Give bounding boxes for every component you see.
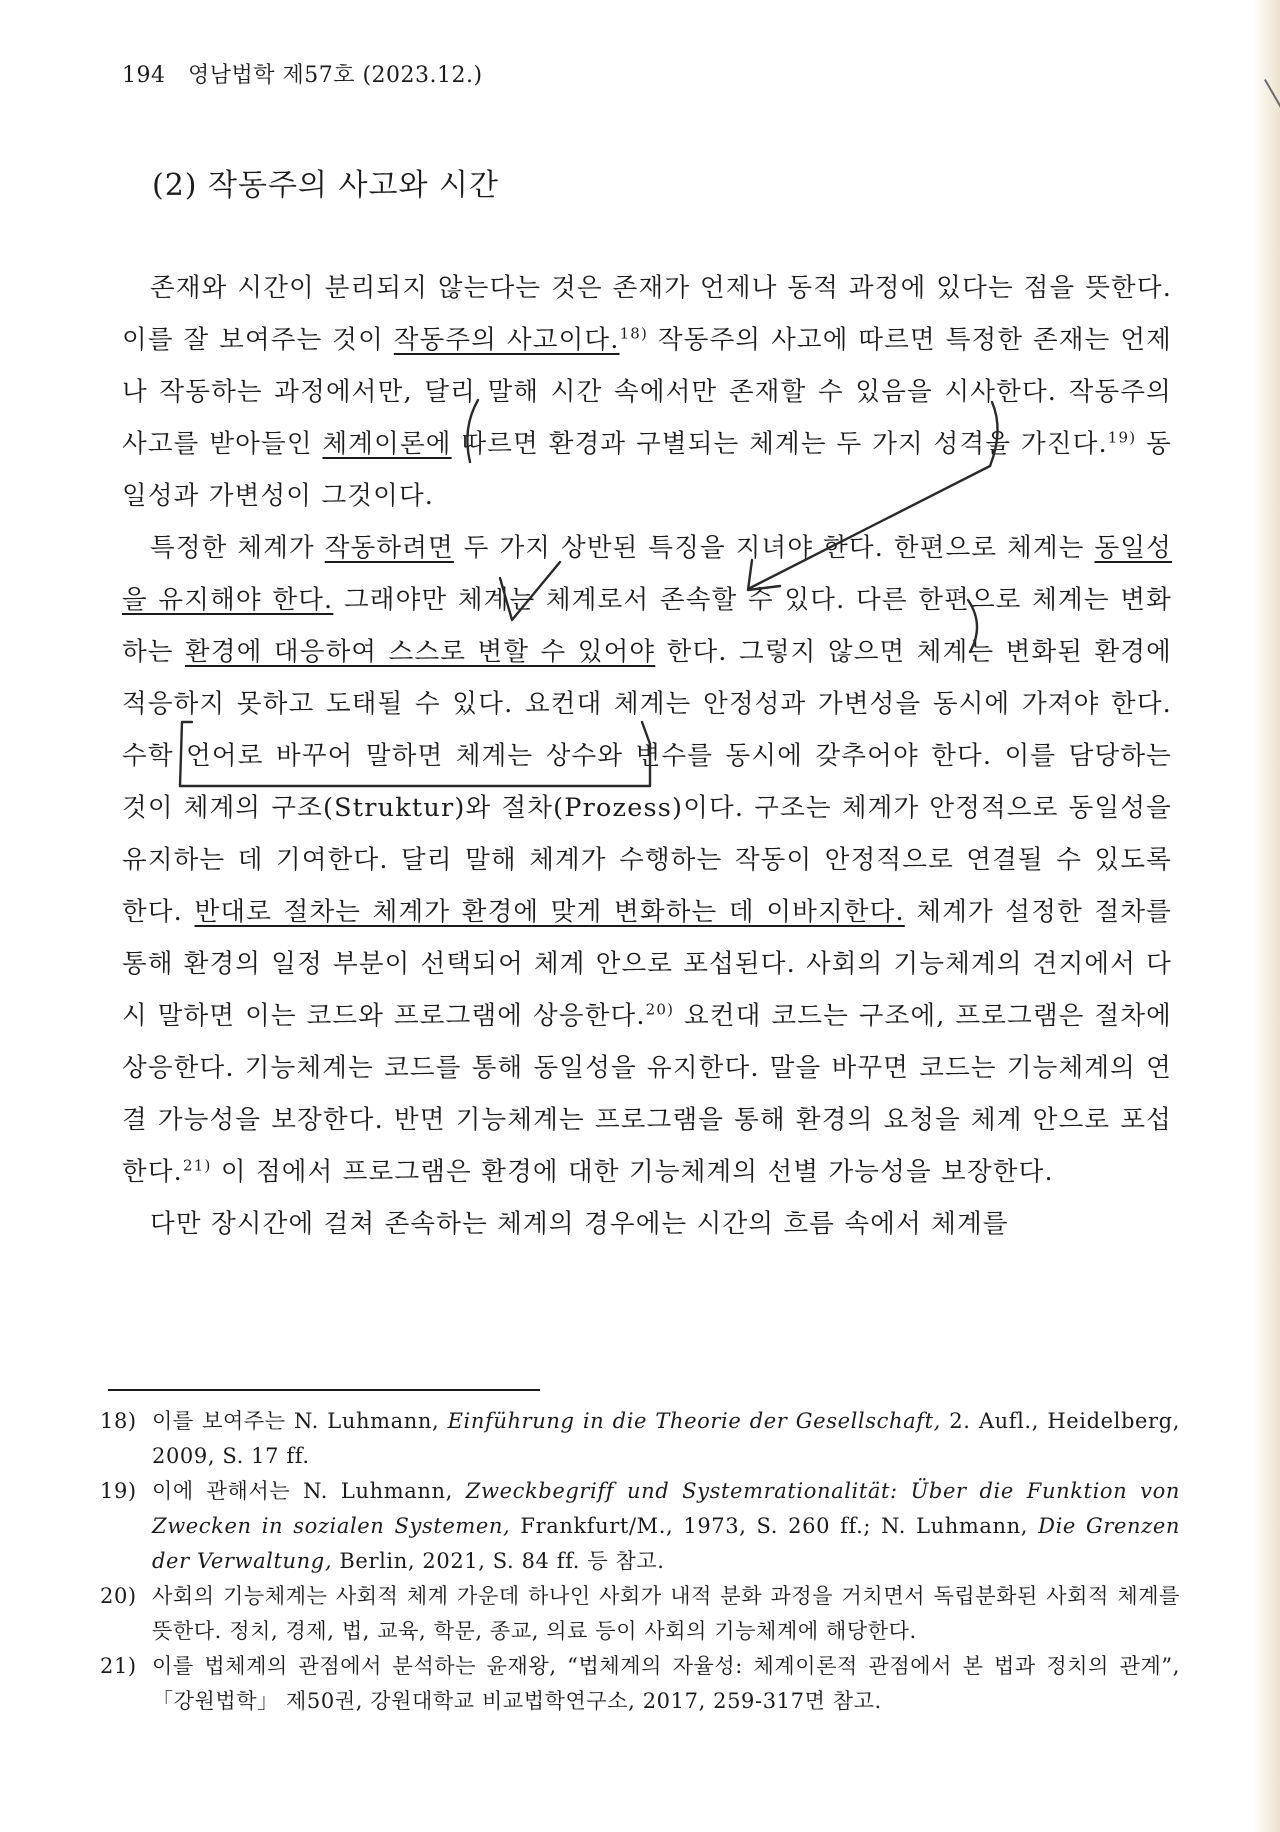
text-run: 2. Aufl., Heidelberg, 2009, S. 17 ff. — [152, 1409, 1180, 1468]
footnote-number: 18) — [100, 1409, 137, 1433]
book-title: Zweckbegriff und Systemrationalität: Über die Funktion von Zwecken in sozialen Systemen, — [152, 1479, 1181, 1538]
underlined-phrase: 작동하려면 — [324, 533, 454, 563]
text-run: Frankfurt/M., 1973, S. 260 ff.; N. Luhmann, — [510, 1514, 1039, 1538]
footnotes — [100, 1404, 1180, 1719]
text-run: 특정한 체계가 — [150, 533, 325, 563]
body-text — [122, 262, 1172, 1250]
footnote-text: 사회의 기능체계는 사회적 체계 가운데 하나인 사회가 내적 분화 과정을 거치면서 독립분화된 사회적 체계를 뜻한다. 정치, 경제, 법, 교육, 학문, 종교, 의료 등이 사회의 기능체계에 해당한다. — [152, 1584, 1180, 1643]
text-run: 한다. 그렇지 않으면 체계는 변화된 환경에 적응하지 못하고 도태될 수 있다. 요컨대 체계는 — [122, 637, 1172, 719]
footnote-ref-18[interactable]: 18) — [619, 324, 649, 343]
boxed-phrase: 안정성과 가변성을 동시에 가져야 — [703, 689, 1100, 719]
footnote-ref-19[interactable]: 19) — [1107, 428, 1137, 447]
footnote-21 — [100, 1649, 1180, 1719]
text-run: 작동주의 사고에 따르면 특정한 존재는 언제나 작동하는 과정에서만, 달리 말해 시간 속에서만 존재할 수 있음을 시사한다. 작동주의 사고를 받아들인 — [122, 325, 1172, 459]
footnote-text — [152, 1474, 1180, 1579]
journal-title: 영남법학 제57호 (2023.12.) — [187, 63, 483, 88]
text-run: 요컨대 코드는 구조에, 프로그램은 절차에 상응한다. 기능체계는 코드를 통해 동일성을 유지한다. 말을 바꾸면 코드는 기능체계의 연결 가능성을 보장한다. 반면 기능체계는 프로그램을 통해 환경의 요청을 체계 안으로 포섭한다. — [122, 1001, 1172, 1187]
underlined-phrase: 체계이론에 — [322, 429, 452, 459]
footnote-20 — [100, 1579, 1180, 1649]
underlined-phrase: 반대로 절차는 체계가 환경에 맞게 변화하는 데 이바지한다. — [194, 897, 905, 927]
book-title: Die Grenzen der Verwaltung, — [152, 1514, 1180, 1573]
footnote-18 — [100, 1404, 1180, 1474]
running-head — [122, 58, 483, 89]
text-run: 존재와 시간이 분리되지 않는다는 것은 존재가 언제나 동적 과정에 있다는 점을 뜻한다. 이를 잘 보여주는 것이 — [122, 273, 1172, 355]
text-run: 두 가지 상반된 특징을 지녀야 한다. 한편으로 체계는 — [453, 533, 1095, 563]
text-run: Berlin, 2021, S. 84 ff. 등 참고. — [332, 1549, 665, 1573]
text-run: 이 점에서 프로그램은 환경에 대한 기능체계의 선별 가능성을 보장한다. — [211, 1157, 1054, 1187]
footnote-number: 20) — [100, 1584, 137, 1608]
footnote-ref-21[interactable]: 21) — [182, 1156, 212, 1175]
section-title: (2) 작동주의 사고와 시간 — [152, 168, 499, 203]
footnote-number: 21) — [100, 1654, 137, 1678]
footnote-text: 이를 법체계의 관점에서 분석하는 윤재왕, “법체계의 자율성: 체계이론적 관점에서 본 법과 정치의 관계”, 「강원법학」 제50권, 강원대학교 비교법학연구소, 2017, 259-317면 참고. — [152, 1654, 1180, 1713]
footnote-text — [152, 1404, 1180, 1474]
paragraph-1 — [122, 262, 1172, 522]
footnote-separator — [108, 1389, 540, 1391]
underlined-phrase: 환경에 대응하여 스스로 변할 수 있어야 — [185, 637, 656, 667]
text-run: 이를 보여주는 N. Luhmann, — [152, 1409, 448, 1433]
page-edge-shadow — [1254, 0, 1280, 1832]
underlined-phrase: 작동주의 사고이다. — [393, 325, 620, 355]
text-run: 동일성과 가변성이 그것이다. — [122, 429, 1172, 511]
footnote-ref-20[interactable]: 20) — [645, 1000, 675, 1019]
paragraph-3: 다만 장시간에 걸쳐 존속하는 체계의 경우에는 시간의 흐름 속에서 체계를 — [150, 1209, 1009, 1239]
footnote-19 — [100, 1474, 1180, 1579]
underlined-phrase: 동일성을 유지해야 한다. — [122, 533, 1172, 615]
paragraph-2 — [122, 522, 1172, 1198]
book-title: Einführung in die Theorie der Gesellschaft, — [447, 1409, 941, 1433]
text-run: 그래야만 체계는 체계로서 존속할 수 있다. 다른 한편으로 체계는 변화하는 — [122, 585, 1172, 667]
page-number: 194 — [122, 63, 166, 88]
text-run: 한다. 수학 언어로 바꾸어 말하면 체계는 상수와 변수를 동시에 갖추어야 한다. 이를 담당하는 것이 체계의 구조(Struktur)와 절차(Prozess)이다. 구조는 체계가 안정적으로 동일성을 유지하는 데 기여한다. 달리 말해 체계가 수행하는 작동이 안정적으로 연결될 수 있도록 한다. — [122, 689, 1172, 927]
text-run: 따르면 환경과 구별되는 체계는 두 가지 성격을 가진다. — [451, 429, 1108, 459]
footnote-number: 19) — [100, 1479, 137, 1503]
text-run: 이에 관해서는 N. Luhmann, — [152, 1479, 466, 1503]
text-run: 체계가 설정한 절차를 통해 환경의 일정 부분이 선택되어 체계 안으로 포섭된다. 사회의 기능체계의 견지에서 다시 말하면 이는 코드와 프로그램에 상응한다. — [122, 897, 1172, 1031]
